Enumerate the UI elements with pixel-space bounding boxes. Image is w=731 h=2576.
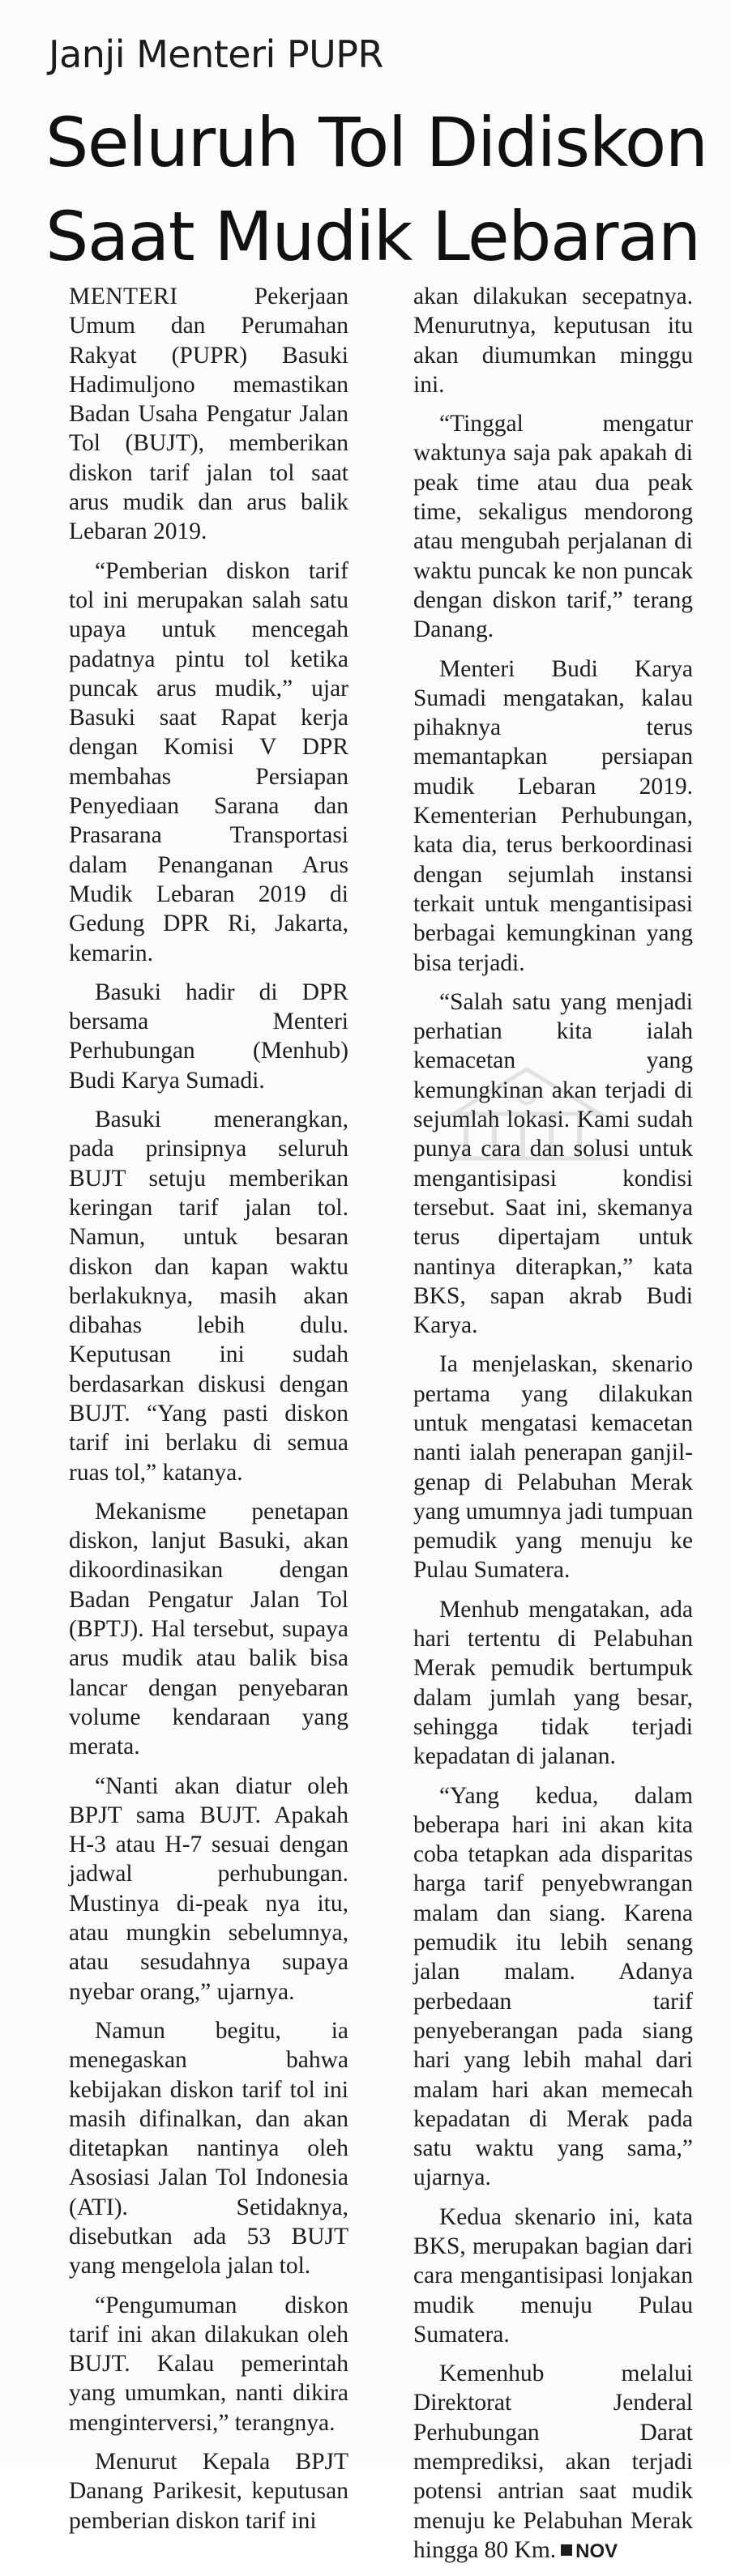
paragraph-text: Kemenhub melalui Direktorat Jenderal Perhubungan Darat memprediksi, akan terjadi potensi antrian saat mudik menuju ke Pelabuhan Merak hingga 80 Km. xyxy=(413,2361,693,2563)
article-paragraph: “Nanti akan diatur oleh BPJT sama BUJT. Apakah H-3 atau H-7 sesuai dengan jadwal perhubungan. Mustinya di-peak nya itu, atau mungkin sebelumnya, atau sesudahnya supaya nyebar orang,” ujarnya. xyxy=(69,1772,348,2005)
kicker: Janji Menteri PUPR xyxy=(49,32,383,76)
article-paragraph xyxy=(69,282,348,547)
paragraph-text: Pekerjaan Umum dan Perumahan Rakyat (PUPR) Basuki Hadimuljono memastikan Badan Usaha Pengatur Jalan Tol (BUJT), memberikan diskon tarif jalan tol saat arus mudik dan arus balik Lebaran 2019. xyxy=(69,284,348,545)
article-paragraph: Basuki hadir di DPR bersama Menteri Perhubungan (Menhub) Budi Karya Sumadi. xyxy=(69,979,348,1094)
article-column-left xyxy=(69,282,348,2545)
article-paragraph: “Tinggal mengatur waktunya saja pak apakah di peak time atau dua peak time, sekaligus mendorong atau mengubah perjalanan di waktu puncak ke non puncak dengan diskon tarif,” terang Danang. xyxy=(413,411,693,643)
article-paragraph: “Pemberian diskon tarif tol ini merupakan salah satu upaya untuk mencegah padatnya pintu tol ketika puncak arus mudik,” ujar Basuki saat Rapat kerja dengan Komisi V DPR membahas Persiapan Penyediaan Sarana dan Prasarana Transportasi dalam Penanganan Arus Mudik Lebaran 2019 di Gedung DPR Ri, Jakarta, kemarin. xyxy=(69,557,348,966)
article-paragraph: Mekanisme penetapan diskon, lanjut Basuki, akan dikoordinasikan dengan Badan Pengatur Jalan Tol (BPTJ). Hal tersebut, supaya arus mudik atau balik bisa lancar dengan penyebaran volume kendaraan yang merata. xyxy=(69,1498,348,1760)
article-column-right xyxy=(413,282,693,2576)
article-paragraph: Menteri Budi Karya Sumadi mengatakan, kalau pihaknya terus memantapkan persiapan mudik Lebaran 2019. Kementerian Perhubungan, kata dia, terus berkoordinasi dengan sejumlah instansi terkait untuk mengantisipasi berbagai kemungkinan yang bisa terjadi. xyxy=(413,655,693,976)
article-paragraph: Menurut Kepala BPJT Danang Parikesit, keputusan pemberian diskon tarif ini xyxy=(69,2449,348,2534)
article-paragraph: akan dilakukan secepatnya. Menurutnya, keputusan itu akan diumumkan minggu ini. xyxy=(413,284,693,398)
article-paragraph: “Salah satu yang menjadi perhatian kita ialah kemacetan yang kemungkinan akan terjadi di sejumlah lokasi. Kami sudah punya cara dan solusi untuk mengantisipasi kondisi tersebut. Saat ini, skemanya terus dipertajam untuk nantinya diterapkan,” kata BKS, sapan akrab Budi Karya. xyxy=(413,988,693,1339)
end-square-icon xyxy=(561,2544,572,2556)
article-paragraph xyxy=(413,2359,693,2566)
article-paragraph: Kedua skenario ini, kata BKS, merupakan bagian dari cara mengantisipasi lonjakan mudik menuju Pulau Sumatera. xyxy=(413,2203,693,2348)
headline: Seluruh Tol Didiskon Saat Mudik Lebaran xyxy=(45,103,707,276)
article-paragraph: Namun begitu, ia menegaskan bahwa kebijakan diskon tarif tol ini masih difinalkan, dan akan ditetapkan nantinya oleh Asosiasi Jalan Tol Indonesia (ATI). Setidaknya, disebutkan ada 53 BUJT yang mengelola jalan tol. xyxy=(69,2017,348,2280)
lead-word: MENTERI xyxy=(69,284,178,309)
article-paragraph: “Pengumuman diskon tarif ini akan dilakukan oleh BUJT. Kalau pemerintah yang umumkan, nanti dikira menginterversi,” terangnya. xyxy=(69,2292,348,2436)
article-paragraph: “Yang kedua, dalam beberapa hari ini akan kita coba tetapkan ada disparitas harga tarif penyebwrangan malam dan siang. Karena pemudik itu lebih senang jalan malam. Adanya perbedaan tarif penyeberangan pada siang hari yang lebih mahal dari malam hari akan memecah kepadatan di Merak pada satu waktu yang sama,” ujarnya. xyxy=(413,1782,693,2191)
article-paragraph: Basuki menerangkan, pada prinsipnya seluruh BUJT setuju memberikan keringan tarif jalan tol. Namun, untuk besaran diskon dan kapan waktu berlakuknya, masih akan dibahas lebih dulu. Keputusan ini sudah berdasarkan diskusi dengan BUJT. “Yang pasti diskon tarif ini berlaku di semua ruas tol,” katanya. xyxy=(69,1107,348,1486)
article-paragraph: Menhub mengatakan, ada hari tertentu di Pelabuhan Merak pemudik bertumpuk dalam jumlah yang besar, sehingga tidak terjadi kepadatan di jalanan. xyxy=(413,1596,693,1770)
article-paragraph: Ia menjelaskan, skenario pertama yang dilakukan untuk mengatasi kemacetan nanti ialah penerapan ganjil-genap di Pelabuhan Merak yang umumnya jadi tumpuan pemudik yang menuju ke Pulau Sumatera. xyxy=(413,1351,693,1584)
author-signoff: NOV xyxy=(575,2540,618,2562)
